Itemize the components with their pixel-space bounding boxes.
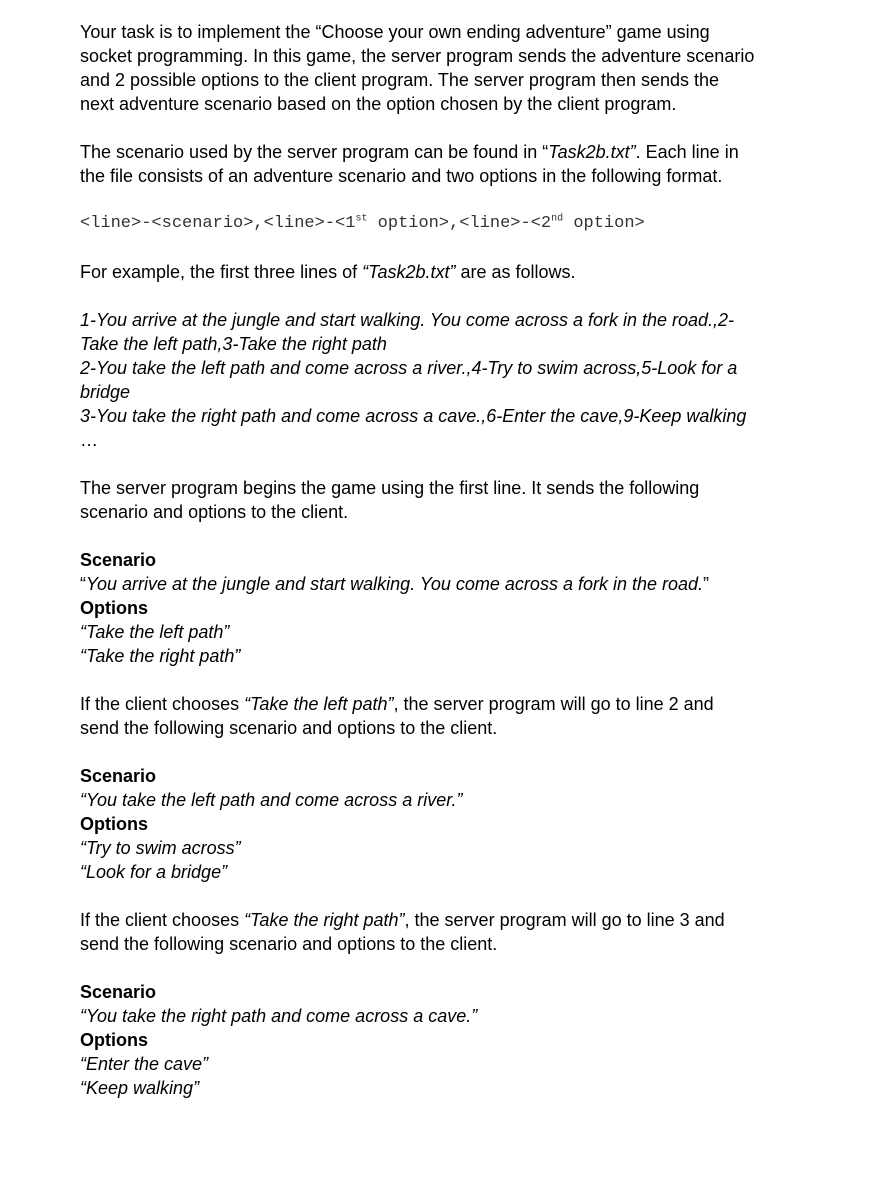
left-path-line: send the following scenario and options to the client. (80, 718, 498, 738)
file-content-line: Take the left path,3-Take the right path (80, 334, 387, 354)
example-intro: For example, the first three lines of “Task2b.txt” are as follows. (80, 262, 576, 282)
format-line: <line>-<scenario>,<line>-<1st option>,<line>-<2nd option> (80, 213, 645, 233)
intro-paragraph (80, 20, 889, 116)
file-content-line: 1-You arrive at the jungle and start walking. You come across a fork in the road.,2- (80, 310, 735, 330)
options-label: Options (80, 598, 148, 618)
file-content-line: bridge (80, 382, 131, 402)
file-line: the file consists of an adventure scenario and two options in the following format. (80, 166, 723, 186)
scenario-block-1 (80, 548, 889, 668)
file-content-line: 3-You take the right path and come across a cave.,6-Enter the cave,9-Keep walking (80, 406, 747, 426)
right-path-line: If the client chooses “Take the right path”, the server program will go to line 3 and (80, 910, 725, 930)
option-text: “Look for a bridge” (80, 862, 228, 882)
scenario-block-2 (80, 764, 889, 884)
begin-line: The server program begins the game using the first line. It sends the following (80, 478, 700, 498)
left-path-line: If the client chooses “Take the left path”, the server program will go to line 2 and (80, 694, 714, 714)
file-content-line: 2-You take the left path and come across a river.,4-Try to swim across,5-Look for a (80, 358, 738, 378)
scenario-label: Scenario (80, 982, 157, 1002)
left-path-paragraph (80, 692, 889, 740)
file-line: The scenario used by the server program can be found in “Task2b.txt”. Each line in (80, 142, 739, 162)
option-text: “Keep walking” (80, 1078, 200, 1098)
scenario-label: Scenario (80, 550, 157, 570)
scenario-text: “You take the right path and come across a cave.” (80, 1006, 478, 1026)
right-path-line: send the following scenario and options to the client. (80, 934, 498, 954)
file-paragraph (80, 140, 889, 188)
scenario-text: “You arrive at the jungle and start walking. You come across a fork in the road.” (80, 574, 710, 594)
intro-line: Your task is to implement the “Choose your own ending adventure” game using (80, 22, 710, 42)
option-text: “Take the left path” (80, 622, 230, 642)
file-contents (80, 308, 889, 452)
intro-line: socket programming. In this game, the server program sends the adventure scenario (80, 46, 755, 66)
option-text: “Try to swim across” (80, 838, 241, 858)
scenario-label: Scenario (80, 766, 157, 786)
filename: “Task2b.txt” (362, 262, 456, 282)
intro-line: next adventure scenario based on the option chosen by the client program. (80, 94, 677, 114)
filename: Task2b.txt” (548, 142, 636, 162)
options-label: Options (80, 814, 148, 834)
right-path-paragraph (80, 908, 889, 956)
scenario-text: “You take the left path and come across a river.” (80, 790, 463, 810)
ellipsis: … (80, 430, 98, 450)
document-page (80, 20, 889, 1100)
begin-line: scenario and options to the client. (80, 502, 349, 522)
options-label: Options (80, 1030, 148, 1050)
option-text: “Take the right path” (80, 646, 241, 666)
begin-paragraph (80, 476, 889, 524)
intro-line: and 2 possible options to the client program. The server program then sends the (80, 70, 720, 90)
scenario-block-3 (80, 980, 889, 1100)
option-text: “Enter the cave” (80, 1054, 209, 1074)
